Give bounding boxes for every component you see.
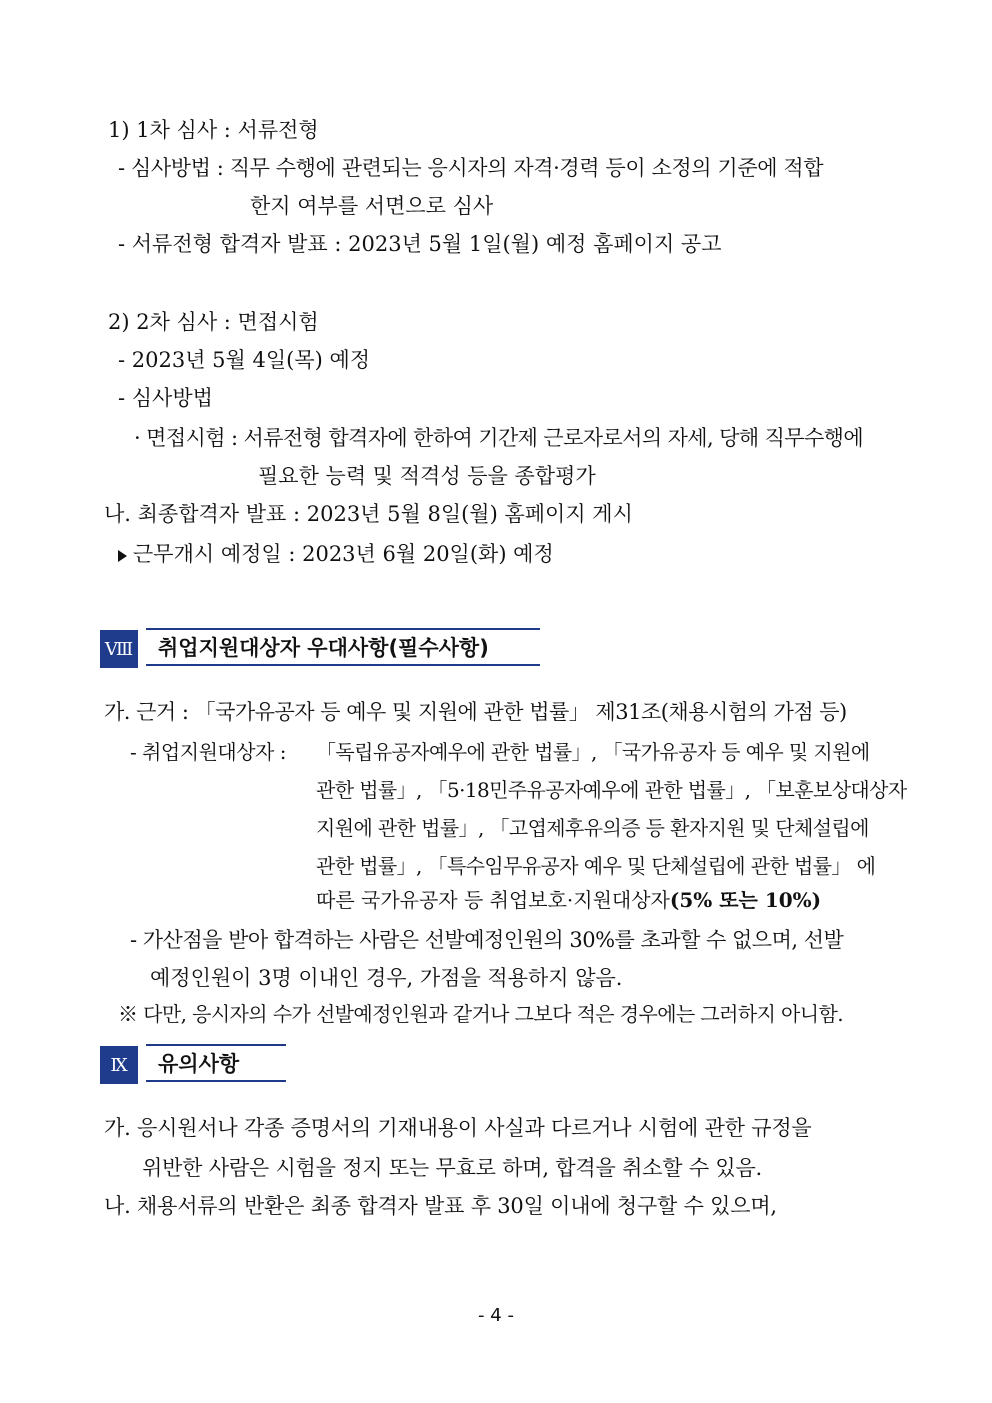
caution-item-a-line2: 위반한 사람은 시험을 정지 또는 무효로 하며, 합격을 취소할 수 있음. <box>142 1156 763 1180</box>
first-screening-announcement: - 서류전형 합격자 발표 : 2023년 5월 1일(월) 예정 홈페이지 공고 <box>118 232 722 256</box>
target-law-line5-text: 따른 국가유공자 등 취업보호·지원대상자 <box>316 888 670 912</box>
bonus-rule-line1: - 가산점을 받아 합격하는 사람은 선발예정인원의 30%를 초과할 수 없으며, 선발 <box>130 928 844 952</box>
section8-number-badge: Ⅷ <box>100 630 138 668</box>
target-label: - 취업지원대상자 : <box>130 740 286 764</box>
page-number: - 4 - <box>478 1305 514 1326</box>
section9-title: 유의사항 <box>146 1044 286 1082</box>
target-law-line4: 관한 법률」, 「특수임무유공자 예우 및 단체설립에 관한 법률」 에 <box>316 854 876 878</box>
target-law-line3: 지원에 관한 법률」, 「고엽제후유의증 등 환자지원 및 단체설립에 <box>316 816 869 840</box>
interview-description-line2: 필요한 능력 및 적격성 등을 종합평가 <box>258 464 596 488</box>
section8-basis: 가. 근거 : 「국가유공자 등 예우 및 지원에 관한 법률」 제31조(채용시험의 가점 등) <box>104 700 847 724</box>
first-screening-method-line2: 한지 여부를 서면으로 심사 <box>250 194 494 218</box>
second-screening-method: - 심사방법 <box>118 386 213 410</box>
work-start-text: 근무개시 예정일 : 2023년 6월 20일(화) 예정 <box>133 542 554 566</box>
second-screening-date: - 2023년 5월 4일(목) 예정 <box>118 348 371 372</box>
bonus-note: ※ 다만, 응시자의 수가 선발예정인원과 같거나 그보다 적은 경우에는 그러하지 아니함. <box>118 1002 843 1026</box>
first-screening-method-line1: - 심사방법 : 직무 수행에 관련되는 응시자의 자격·경력 등이 소정의 기준에 적합 <box>118 156 824 180</box>
interview-description-line1: · 면접시험 : 서류전형 합격자에 한하여 기간제 근로자로서의 자세, 당해 직무수행에 <box>134 426 864 450</box>
final-announcement: 나. 최종합격자 발표 : 2023년 5월 8일(월) 홈페이지 게시 <box>104 502 633 526</box>
caution-item-b-line1: 나. 채용서류의 반환은 최종 합격자 발표 후 30일 이내에 청구할 수 있으며, <box>104 1194 777 1218</box>
first-screening-title: 1) 1차 심사 : 서류전형 <box>108 118 319 142</box>
section9-number-badge: Ⅸ <box>100 1046 138 1084</box>
triangle-bullet-icon <box>118 550 127 562</box>
work-start-date <box>118 540 554 568</box>
bonus-rule-line2: 예정인원이 3명 이내인 경우, 가점을 적용하지 않음. <box>150 966 623 990</box>
caution-item-a-line1: 가. 응시원서나 각종 증명서의 기재내용이 사실과 다르거나 시험에 관한 규정을 <box>104 1116 812 1140</box>
second-screening-title: 2) 2차 심사 : 면접시험 <box>108 310 319 334</box>
target-law-line5 <box>316 886 821 914</box>
target-law-line1: 「독립유공자예우에 관한 법률」, 「국가유공자 등 예우 및 지원에 <box>316 740 870 764</box>
target-law-line2: 관한 법률」, 「5·18민주유공자예우에 관한 법률」, 「보훈보상대상자 <box>316 778 907 802</box>
bonus-rate: (5% 또는 10%) <box>669 888 822 912</box>
section8-title: 취업지원대상자 우대사항(필수사항) <box>146 628 540 666</box>
